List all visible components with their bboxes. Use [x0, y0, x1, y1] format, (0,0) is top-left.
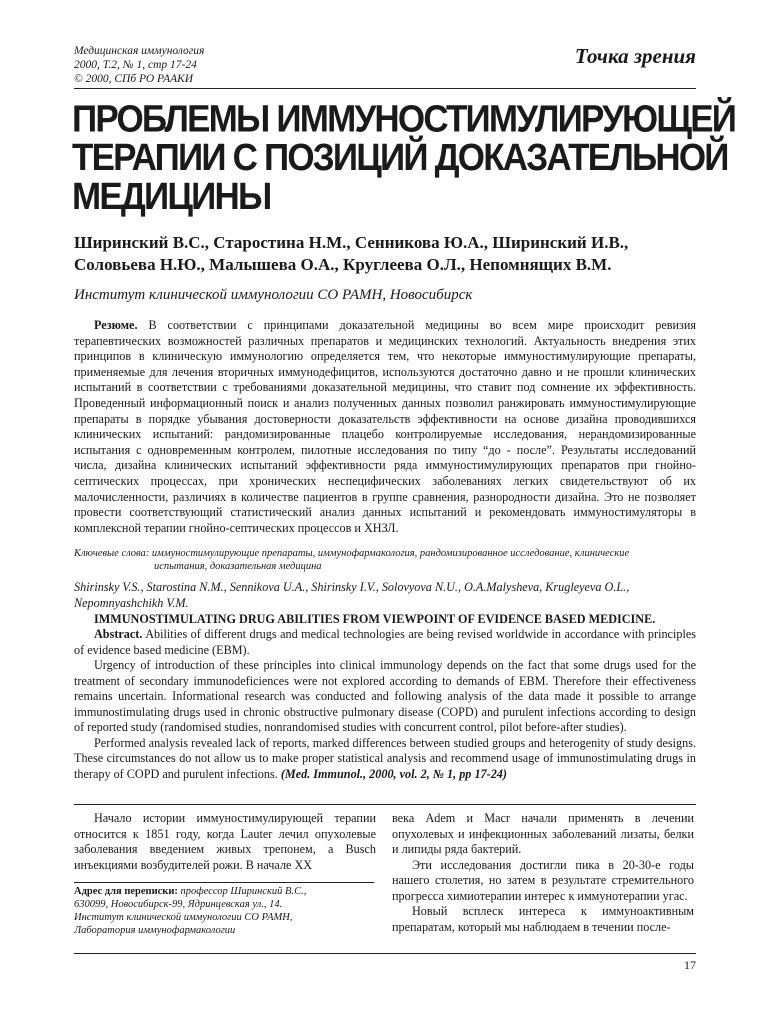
abstract-paragraph [74, 627, 696, 658]
correspondence-line [74, 885, 376, 898]
header-divider [74, 88, 696, 89]
title-line: МЕДИЦИНЫ [72, 175, 271, 218]
journal-copyright: © 2000, СПб РО РААКИ [74, 73, 194, 85]
authors-line: Ширинский В.С., Старостина Н.М., Сенникова Ю.А., Ширинский И.В., [74, 233, 629, 252]
affiliation: Институт клинической иммунологии СО РАМН, Новосибирск [74, 287, 473, 303]
citation: (Med. Immunol., 2000, vol. 2, № 1, pp 17-24) [280, 766, 507, 781]
correspondence-address [74, 885, 376, 937]
body-paragraph: века Adem и Macr начали применять в лечении опухолевых и инфекционных заболеваний лизаты, белки и липиды ряда бактерий. [392, 811, 694, 856]
abstract-label: Abstract. [94, 627, 143, 641]
body-paragraph: Начало истории иммуностимулирующей терапии относится к 1851 году, когда Lauter лечил опухолевые заболевания введением живых трепонем, а Busch инъекциями возбудителей рожи. В начале XX [74, 811, 376, 872]
keywords [74, 547, 696, 573]
keywords-line: испытания, доказательная медицина [154, 561, 322, 572]
section-heading: Точка зрения [574, 44, 696, 68]
journal-info [74, 44, 204, 86]
correspondence-label: Адрес для переписки: [74, 886, 178, 897]
footer-divider [74, 953, 696, 954]
body-paragraph: Новый всплеск интереса к иммуноактивным препаратам, который мы наблюдаем в течении после- [392, 904, 694, 934]
abstract-russian [74, 318, 696, 536]
abstract-text: В соответствии с принципами доказательной медицины во всем мире происходит ревизия терапевтических возможностей различных препаратов и медицинских технологий. Актуальность внедрения этих принципов в клиническую иммунологию определяется тем, что некоторые иммуностимулирующие препараты, применяемые для лечения вторичных иммунодефицитов, используются достаточно давно и не прошли клинических испытаний в соответствии с требованиями доказательной медицины, что ставит под сомнение их эффективность. Проведенный информационный поиск и анализ полученных данных позволил ранжировать иммуностимулирующие препараты в порядке убывания достоверности доказательств эффективности на основе дизайна проводившихся клинических испытаний: рандомизированные плацебо контролируемые исследования, нерандомизированные испытания с одновременным контролем, пилотные исследования по типу “до - после”. Результаты исследований числа, дизайна клинических испытаний эффективности ряда иммуностимулирующих препаратов при гнойно-септических процессах, при хронических неспецифических заболеваниях легких свидетельствуют об их малочисленности, различиях в количестве пациентов в группе сравнения, разнородности дизайна. Это не позволяет провести соответствующий статистический анализ данных испытаний и рекомендовать иммуностимуляторы в комплексной терапии гнойно-септических процессов и ХНЗЛ. [74, 318, 696, 535]
abstract-label: Резюме. [94, 318, 138, 332]
journal-name: Медицинская иммунология [74, 45, 205, 57]
title-line: ТЕРАПИИ С ПОЗИЦИЙ ДОКАЗАТЕЛЬНОЙ [72, 136, 728, 179]
body-paragraph: Эти исследования достигли пика в 20-30-е годы нашего столетия, но затем в результате стремительного прогресса химиотерапии интерес к иммунотерапии угас. [392, 857, 694, 903]
abstract-paragraph [74, 736, 696, 783]
english-abstract [74, 627, 696, 782]
abstract-paragraph: Urgency of introduction of these principles into clinical immunology depends on the fact that some drugs used for the treatment of secondary immunodeficiences were not explored according to demands of EBM. Therefore their effectiveness remains uncertain. Informational research was conducted and following analysis of the data made it possible to arrange immunostimulating drugs used in chronic obstructive pulmonary disease (COPD) and purulent infections according to design of reported study (randomised studies, nonrandomised studies with concurrent control, pilot before-after studies). [74, 658, 696, 734]
body-column-left [74, 811, 376, 873]
english-title: IMMUNOSTIMULATING DRUG ABILITIES FROM VIEWPOINT OF EVIDENCE BASED MEDICINE. [94, 612, 656, 626]
keywords-line: Ключевые слова: иммуностимулирующие препараты, иммунофармакология, рандомизированное исследование, клинические [74, 548, 630, 559]
title-line: ПРОБЛЕМЫ ИММУНОСТИМУЛИРУЮЩЕЙ [72, 97, 736, 140]
abstract-divider [74, 804, 696, 805]
body-column-right [392, 811, 694, 935]
author-list [74, 232, 628, 276]
correspondence-line: 630099, Новосибирск-99, Ядринцевская ул., 14. [74, 899, 283, 910]
correspondence-divider [74, 882, 374, 883]
abstract-text: Performed analysis revealed lack of reports, marked differences between studied groups and heterogenity of study designs. These circumstances do not allow us to make proper statistical analysis and recommend usage of immunostimulating drugs in therapy of COPD and purulent infections. [74, 735, 696, 781]
article-title [72, 97, 736, 218]
journal-issue: 2000, Т.2, № 1, стр 17-24 [74, 59, 197, 71]
correspondence-line: Институт клинической иммунологии СО РАМН, [74, 912, 293, 923]
abstract-text: Abilities of different drugs and medical technologies are being revised worldwide in accordance with principles of evidence based medicine (EBM). [74, 627, 696, 657]
page-number: 17 [684, 958, 696, 972]
correspondence-text: профессор Ширинский В.С., [177, 886, 307, 897]
authors-line: Соловьева Н.Ю., Малышева О.А., Круглеева О.Л., Непомнящих В.М. [74, 255, 612, 274]
english-authors: Shirinsky V.S., Starostina N.M., Sennikova U.A., Shirinsky I.V., Solovyova N.U., O.A.Malysheva, Kruglеyeva O.L., Nepomnyashchikh V.M. [74, 580, 630, 610]
correspondence-line: Лаборатория иммунофармакологии [74, 925, 236, 936]
